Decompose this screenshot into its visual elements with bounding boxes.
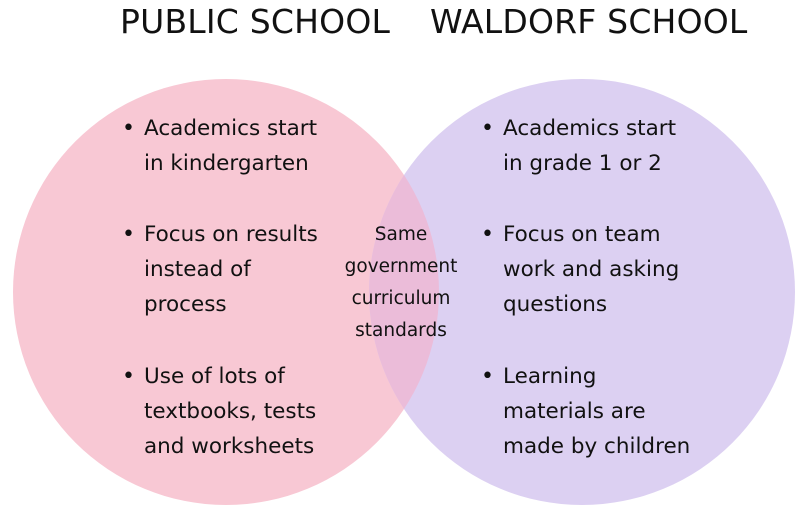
- bullet-icon: •: [481, 116, 494, 141]
- public-school-title: PUBLIC SCHOOL: [120, 2, 391, 41]
- list-item-text: Use of lots of textbooks, tests and worksheets: [144, 364, 317, 459]
- list-item-text: Academics start in kindergarten: [144, 116, 318, 176]
- public-school-list: [122, 111, 342, 471]
- list-item-text: Academics start in grade 1 or 2: [503, 116, 677, 176]
- bullet-icon: •: [122, 116, 135, 141]
- bullet-icon: •: [481, 364, 494, 389]
- list-item-text: Learning materials are made by children: [503, 364, 691, 459]
- bullet-icon: •: [122, 222, 135, 247]
- bullet-icon: •: [122, 364, 135, 389]
- waldorf-school-title: WALDORF SCHOOL: [430, 2, 748, 41]
- list-item: [122, 111, 332, 181]
- list-item: [122, 217, 332, 322]
- overlap-text: Same government curriculum standards: [344, 224, 458, 341]
- list-item: [481, 217, 691, 322]
- list-item: [481, 359, 691, 464]
- list-item-text: Focus on team work and asking questions: [503, 222, 680, 317]
- bullet-icon: •: [481, 222, 494, 247]
- list-item: [481, 111, 691, 181]
- list-item: [122, 359, 332, 464]
- list-item-text: Focus on results instead of process: [144, 222, 318, 317]
- waldorf-school-list: [481, 111, 731, 471]
